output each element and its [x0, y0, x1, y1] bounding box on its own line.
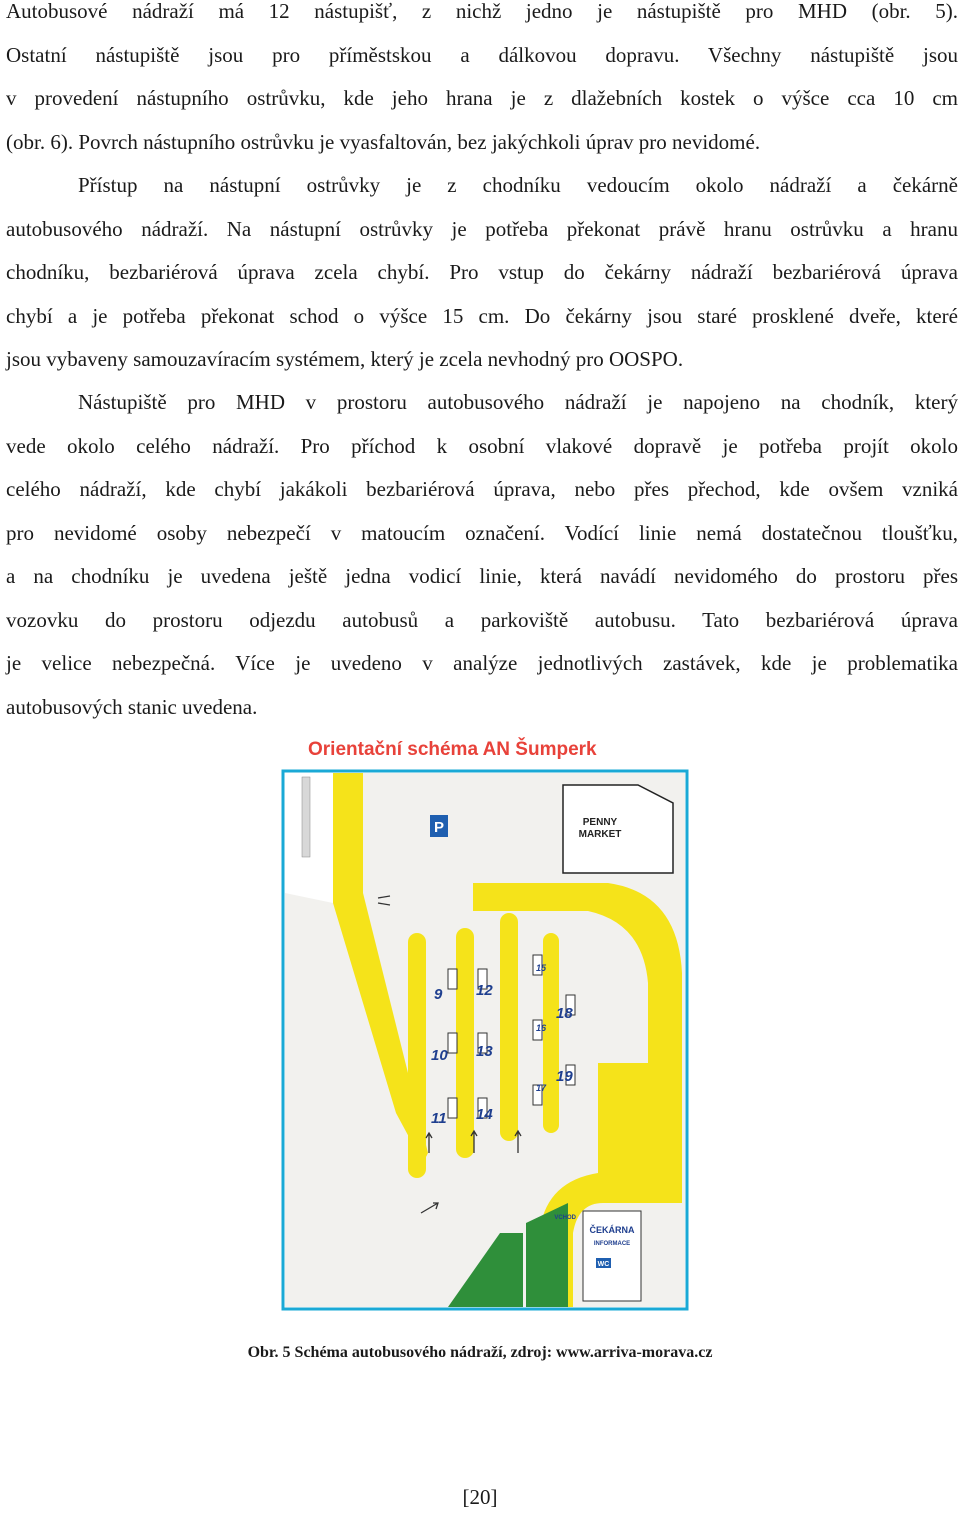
platform-number-19: 19 — [556, 1068, 573, 1085]
platform-number-10: 10 — [431, 1047, 448, 1064]
paragraph-2-line: Přístup na nástupní ostrůvky je z chodníku vedoucím okolo nádraží a čekárně — [78, 173, 958, 197]
store-label-2: MARKET — [578, 829, 622, 840]
entrance-label: VCHOD — [554, 1215, 576, 1221]
figure-caption: Obr. 5 Schéma autobusového nádraží, zdroj: www.arriva-morava.cz — [247, 1344, 713, 1361]
parking-label: P — [433, 819, 445, 836]
platform-number-11: 11 — [431, 1110, 447, 1127]
paragraph-3-line: autobusových stanic uvedena. — [6, 694, 258, 719]
paragraph-2-line: jsou vybaveny samouzavíracím systémem, který je zcela nevhodný pro OOSPO. — [6, 347, 684, 371]
platform-number-12: 12 — [476, 982, 493, 999]
platform-number-9: 9 — [434, 986, 443, 1003]
paragraph-3-line: je velice nebezpečná. Více je uvedeno v analýze jednotlivých zastávek, kde je problematika — [6, 651, 958, 675]
platform-number-17: 17 — [536, 1083, 547, 1093]
platform-island-2 — [456, 928, 474, 1158]
paragraph-3-line: Nástupiště pro MHD v prostoru autobusového nádraží je napojeno na chodník, který — [78, 390, 958, 414]
station-map-figure — [278, 733, 692, 1315]
paragraph-3-line: vozovku do prostoru odjezdu autobusů a parkoviště autobusu. Tato bezbariérová úprava — [6, 607, 958, 632]
info-label: INFORMACE — [593, 1241, 631, 1247]
paragraph-1-line: (obr. 6). Povrch nástupního ostrůvku je vyasfaltován, bez jakýchkoli úprav pro nevidomé. — [6, 129, 761, 154]
paragraph-1-line: v provedení nástupního ostrůvku, kde jeho hrana je z dlažebních kostek o výšce cca 10 cm — [6, 86, 958, 110]
paragraph-2 — [6, 164, 958, 382]
paragraph-1-line: Ostatní nástupiště jsou pro příměstskou a dálkovou dopravu. Všechny nástupiště jsou — [6, 42, 958, 67]
paragraph-2-line: chodníku, bezbariérová úprava zcela chybí. Pro vstup do čekárny nádraží bezbariérová úprava — [6, 260, 958, 284]
paragraph-2-line: autobusového nádraží. Na nástupní ostrůvky je potřeba překonat právě hranu ostrůvku a hranu — [6, 216, 958, 241]
paragraph-1 — [6, 0, 958, 164]
paragraph-3 — [6, 381, 958, 729]
paragraph-1-line: Autobusové nádraží má 12 nástupišť, z nichž jedno je nástupiště pro MHD (obr. 5). — [6, 0, 958, 23]
waiting-room-label: ČEKÁRNA — [589, 1225, 635, 1235]
platform-island-1 — [408, 933, 426, 1178]
store-label-1: PENNY — [582, 817, 618, 828]
paragraph-3-line: a na chodníku je uvedena ještě jedna vodicí linie, která navádí nevidomého do prostoru přes — [6, 564, 958, 588]
paragraph-3-line: celého nádraží, kde chybí jakákoli bezbariérová úprava, nebo přes přechod, kde ovšem vzniká — [6, 477, 958, 501]
page-number: [20] — [462, 1485, 498, 1509]
vertical-strip — [302, 777, 310, 857]
wc-label: WC — [597, 1261, 610, 1268]
platform-number-15: 15 — [536, 963, 547, 973]
platform-number-18: 18 — [556, 1005, 573, 1022]
map-title: Orientační schéma AN Šumperk — [308, 739, 597, 760]
platform-number-14: 14 — [476, 1106, 493, 1123]
platform-number-13: 13 — [476, 1043, 493, 1060]
paragraph-3-line: pro nevidomé osoby nebezpečí v matoucím označení. Vodící linie nemá dostatečnou tloušťku, — [6, 520, 958, 545]
paragraph-3-line: vede okolo celého nádraží. Pro příchod k osobní vlakové dopravě je potřeba projít okolo — [6, 433, 958, 458]
paragraph-2-line: chybí a je potřeba překonat schod o výšce 15 cm. Do čekárny jsou staré prosklené dveře, které — [6, 303, 958, 328]
platform-number-16: 16 — [536, 1023, 547, 1033]
platform-island-3 — [500, 913, 518, 1141]
